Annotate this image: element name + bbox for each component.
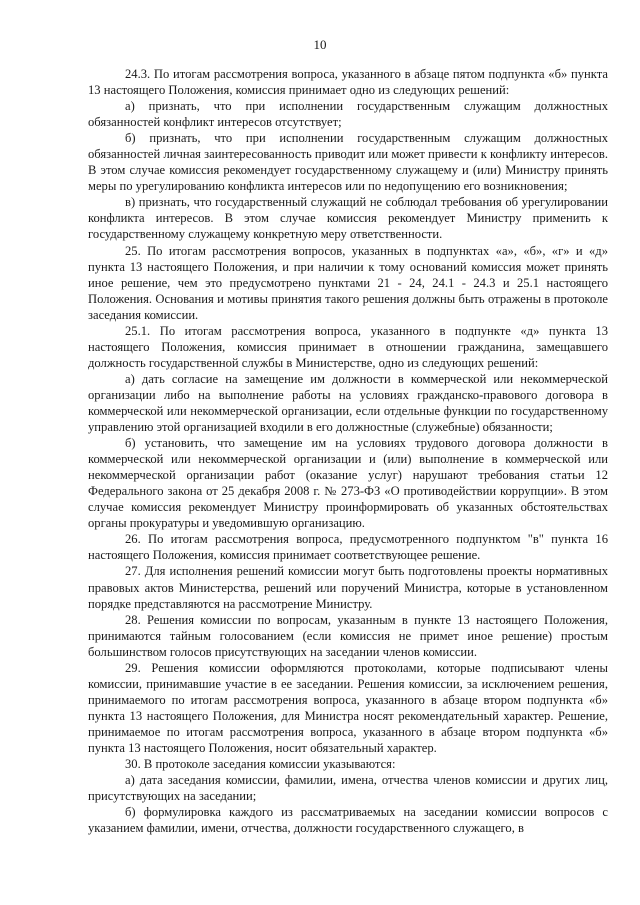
paragraph-28: 28. Решения комиссии по вопросам, указанным в пункте 13 настоящего Положения, принимаются тайным голосованием (если комиссия не примет иное решение) простым большинством голосов присутствующих на заседании членов комиссии. — [88, 612, 608, 659]
paragraph-24-3: 24.3. По итогам рассмотрения вопроса, указанного в абзаце пятом подпункта «б» пункта 13 настоящего Положения, комиссия принимает одно из следующих решений: — [88, 67, 608, 98]
paragraph-25-1-b: б) установить, что замещение им на условиях трудового договора должности в коммерческой или некоммерческой организации и (или) выполнение в коммерческой или некоммерческой организации работ (оказание услуг) нарушают требования статьи 12 Федерального закона от 25 декабря 2008 г. № 273-ФЗ «О противодействии коррупции». В этом случае комиссия рекомендует Министру проинформировать об указанных обстоятельствах органы прокуратуры и уведомившую организацию. — [88, 436, 608, 531]
paragraph-30: 30. В протоколе заседания комиссии указываются: — [125, 757, 396, 772]
paragraph-24-3-b: б) признать, что при исполнении государственным служащим должностных обязанностей личная заинтересованность приводит или может привести к конфликту интересов. В этом случае комиссия рекомендует государственному служащему и (или) Министру принять меры по урегулированию конфликта интересов или по недопущению его возникновения; — [88, 131, 608, 194]
paragraph-24-3-a: а) признать, что при исполнении государственным служащим должностных обязанностей конфликт интересов отсутствует; — [88, 99, 608, 130]
paragraph-25-1-a: а) дать согласие на замещение им должности в коммерческой или некоммерческой организации либо на выполнение работы на условиях гражданско-правового договора в коммерческой или некоммерческой организации, если отдельные функции по государственному управлению этой организацией входили в его должностные (служебные) обязанности; — [88, 371, 608, 435]
paragraph-30-a: а) дата заседания комиссии, фамилии, имена, отчества членов комиссии и других лиц, присутствующих на заседании; — [88, 773, 608, 804]
paragraph-30-b: б) формулировка каждого из рассматриваемых на заседании комиссии вопросов с указанием фамилии, имени, отчества, должности государственного служащего, в — [88, 805, 608, 836]
paragraph-25-1: 25.1. По итогам рассмотрения вопроса, указанного в подпункте «д» пункта 13 настоящего Положения, комиссия принимает в отношении гражданина, замещавшего должность государственной службы в Министерстве, одно из следующих решений: — [88, 323, 608, 370]
paragraph-25: 25. По итогам рассмотрения вопросов, указанных в подпунктах «а», «б», «г» и «д» пункта 13 настоящего Положения, и при наличии к тому оснований комиссия может принять иное решение, чем это предусмотрено пунктами 21 - 24, 24.1 - 24.3 и 25.1 настоящего Положения. Основания и мотивы принятия такого решения должны быть отражены в протоколе заседания комиссии. — [88, 243, 608, 322]
paragraph-26: 26. По итогам рассмотрения вопроса, предусмотренного подпунктом "в" пункта 16 настоящего Положения, комиссия принимает соответствующее решение. — [88, 532, 608, 563]
paragraph-24-3-v: в) признать, что государственный служащий не соблюдал требования об урегулировании конфликта интересов. В этом случае комиссия рекомендует Министру применить к государственному служащему конкретную меру ответственности. — [88, 195, 608, 242]
paragraph-29: 29. Решения комиссии оформляются протоколами, которые подписывают члены комиссии, принимавшие участие в ее заседании. Решения комиссии, за исключением решения, принимаемого по итогам рассмотрения вопроса, указанного в абзаце втором подпункта «б» пункта 13 настоящего Положения, для Министра носят рекомендательный характер. Решение, принимаемое по итогам рассмотрения вопроса, указанного в абзаце втором подпункта «б» пункта 13 настоящего Положения, носит обязательный характер. — [88, 660, 608, 755]
document-body — [88, 66, 608, 836]
page-number: 10 — [313, 37, 327, 52]
paragraph-27: 27. Для исполнения решений комиссии могут быть подготовлены проекты нормативных правовых актов Министерства, решений или поручений Министра, которые в установленном порядке представляются на рассмотрение Министру. — [88, 564, 608, 611]
